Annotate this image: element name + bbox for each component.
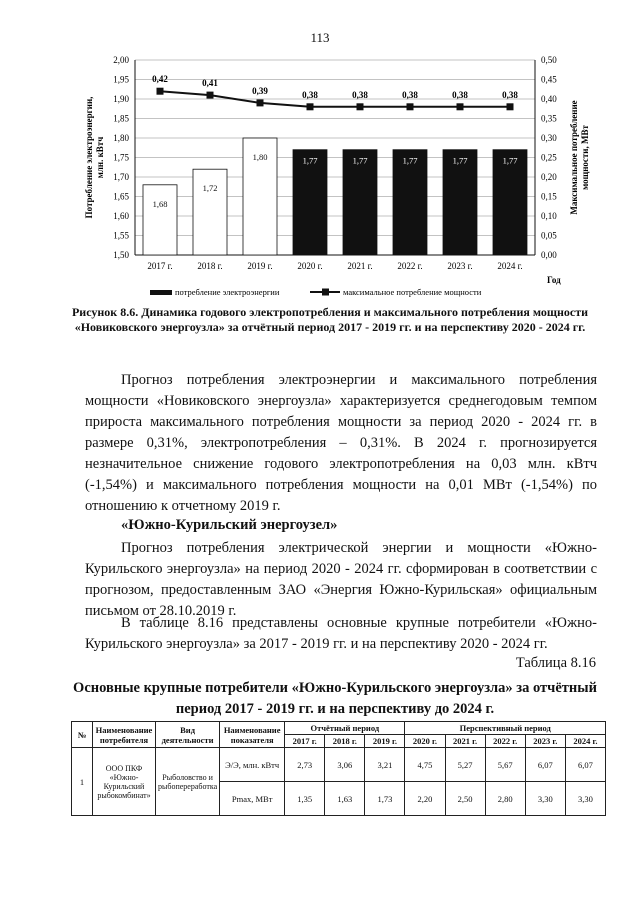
line-data-label: 0,38 (502, 89, 518, 100)
left-tick-label: 1,60 (113, 211, 129, 221)
cell-value: 2,80 (485, 782, 525, 816)
left-tick-label: 1,70 (113, 172, 129, 182)
header-year: 2023 г. (525, 735, 565, 748)
right-tick-label: 0,45 (541, 74, 557, 85)
legend-swatch-bar (150, 290, 172, 295)
cell-value: 6,07 (565, 748, 605, 782)
header-indicator: Наименование показателя (220, 722, 285, 748)
cell-value: 5,27 (445, 748, 485, 782)
figure-caption-text: Динамика годового электропотребления и максимального потребления мощности «Новиковского энергоузла» за отчётный период 2017 - 2019 гг. и на перспективу 2020 - 2024 гг. (74, 305, 589, 334)
left-tick-label: 1,95 (113, 74, 129, 85)
left-tick-label: 1,80 (113, 133, 129, 143)
figure-caption-label: Рисунок 8.6. (71, 305, 139, 319)
right-tick-label: 0,15 (541, 191, 557, 202)
bar-data-label: 1,80 (252, 152, 268, 162)
line-data-label: 0,38 (352, 89, 368, 100)
cell-value: 2,73 (285, 748, 325, 782)
cell-value: 5,67 (485, 748, 525, 782)
cell-value: 1,73 (365, 782, 405, 816)
cell-value: 2,50 (445, 782, 485, 816)
line-point (157, 88, 164, 95)
left-tick-label: 1,55 (113, 230, 129, 241)
bar-data-label: 1,77 (302, 155, 318, 166)
left-tick-label: 1,90 (113, 94, 129, 104)
legend-swatch-marker (322, 289, 329, 296)
x-tick-label: 2020 г. (297, 261, 323, 271)
x-tick-label: 2022 г. (397, 261, 423, 271)
x-tick-label: 2023 г. (447, 261, 473, 271)
header-year: 2022 г. (485, 735, 525, 748)
bar-data-label: 1,77 (452, 155, 468, 166)
header-year: 2019 г. (365, 735, 405, 748)
right-tick-label: 0,20 (541, 172, 557, 182)
left-tick-label: 2,00 (113, 55, 129, 65)
right-tick-label: 0,40 (541, 94, 557, 104)
bar-data-label: 1,77 (502, 155, 518, 166)
left-tick-label: 1,50 (113, 250, 129, 260)
cell-value: 6,07 (525, 748, 565, 782)
left-tick-label: 1,85 (113, 113, 129, 124)
x-tick-label: 2024 г. (497, 261, 523, 271)
line-point (407, 103, 414, 110)
paragraph-forecast-south-kuril: Прогноз потребления электрической энергии и мощности «Южно-Курильского энергоузла» на период 2020 - 2024 гг. сформирован в соответствии с прогнозом, предоставленным ЗАО «Энергия Южно-Курильская» официальным письмом от 28.10.2019 г. (85, 540, 597, 619)
header-reporting-period: Отчётный период (285, 722, 405, 735)
line-data-label: 0,38 (452, 89, 468, 100)
right-tick-label: 0,25 (541, 152, 557, 163)
cell-value: 3,06 (325, 748, 365, 782)
left-tick-label: 1,75 (113, 152, 129, 163)
energy-consumption-chart (80, 50, 590, 305)
header-year: 2017 г. (285, 735, 325, 748)
right-tick-label: 0,05 (541, 230, 557, 241)
consumers-table (71, 721, 606, 816)
bar-data-label: 1,77 (352, 155, 368, 166)
left-axis-title: Потребление электроэнергии,млн. кВтч (84, 96, 105, 219)
x-tick-label: 2021 г. (347, 261, 373, 271)
table-label: Таблица 8.16 (515, 655, 596, 671)
cell-value: 2,20 (405, 782, 445, 816)
bar-data-label: 1,68 (152, 198, 168, 209)
header-consumer: Наименование потребителя (93, 722, 156, 748)
x-tick-label: 2018 г. (197, 261, 223, 271)
header-year: 2020 г. (405, 735, 445, 748)
figure-caption (60, 305, 600, 335)
x-axis-title: Год (547, 275, 561, 285)
cell-indicator: Pmax, МВт (220, 782, 285, 816)
cell-indicator: Э/Э, млн. кВтч (220, 748, 285, 782)
cell-value: 1,63 (325, 782, 365, 816)
table-row (72, 748, 606, 782)
line-point (357, 103, 364, 110)
paragraph-table-intro: В таблице 8.16 представлены основные крупные потребители «Южно-Курильского энергоузла» за 2017 - 2019 гг. и на перспективу 2020 - 2024 гг. (85, 615, 597, 652)
x-tick-label: 2017 г. (147, 261, 173, 271)
cell-value: 4,75 (405, 748, 445, 782)
cell-value: 1,35 (285, 782, 325, 816)
right-tick-label: 0,30 (541, 133, 557, 143)
bar-data-label: 1,72 (202, 183, 218, 194)
cell-value: 3,30 (565, 782, 605, 816)
right-tick-label: 0,35 (541, 113, 557, 124)
left-tick-label: 1,65 (113, 191, 129, 202)
table-title: Основные крупные потребители «Южно-Курильского энергоузла» за отчётный период 2017 - 2019 гг. и на перспективу до 2024 г. (73, 680, 597, 717)
line-point (257, 99, 264, 106)
right-axis-title: Максимальное потреблениемощности, МВт (569, 100, 590, 215)
header-num: № (72, 722, 93, 748)
right-tick-label: 0,50 (541, 55, 557, 65)
x-tick-label: 2019 г. (247, 261, 273, 271)
right-tick-label: 0,10 (541, 211, 557, 221)
bar (143, 185, 177, 255)
legend-label: потребление электроэнергии (175, 287, 280, 297)
line-point (507, 103, 514, 110)
header-future-period: Перспективный период (405, 722, 606, 735)
page-number: 113 (310, 30, 330, 45)
bar-data-label: 1,77 (402, 155, 418, 166)
legend-label: максимальное потребление мощности (343, 287, 482, 297)
line-point (207, 92, 214, 99)
cell-num: 1 (72, 748, 93, 816)
line-data-label: 0,42 (152, 74, 168, 85)
line-data-label: 0,39 (252, 85, 268, 96)
line-point (307, 103, 314, 110)
line-data-label: 0,41 (202, 78, 218, 89)
paragraph-forecast-novikovsky: Прогноз потребления электроэнергии и максимального потребления мощности «Новиковского энергоузла» характеризуется среднегодовым темпом прироста максимального потребления мощности за период 2020 - 2024 гг. в размере 0,31%, электропотребления – 0,31%. В 2024 г. прогнозируется незначительное снижение годового электропотребления на 0,03 млн. кВтч (-1,54%) и максимального потребления мощности на 0,01 МВт (-1,54%) по отношению к отчетному 2019 г. (85, 372, 597, 514)
header-year: 2021 г. (445, 735, 485, 748)
cell-activity: Рыболовство и рыбопереработка (156, 748, 220, 816)
cell-consumer: ООО ПКФ «Южно-Курильский рыбокомбинат» (93, 748, 156, 816)
line-data-label: 0,38 (402, 89, 418, 100)
header-year: 2018 г. (325, 735, 365, 748)
right-tick-label: 0,00 (541, 250, 557, 260)
bar (193, 169, 227, 255)
line-data-label: 0,38 (302, 89, 318, 100)
header-activity: Вид деятельности (156, 722, 220, 748)
cell-value: 3,21 (365, 748, 405, 782)
line-point (457, 103, 464, 110)
section-heading: «Южно-Курильский энергоузел» (121, 517, 338, 533)
cell-value: 3,30 (525, 782, 565, 816)
header-year: 2024 г. (565, 735, 605, 748)
